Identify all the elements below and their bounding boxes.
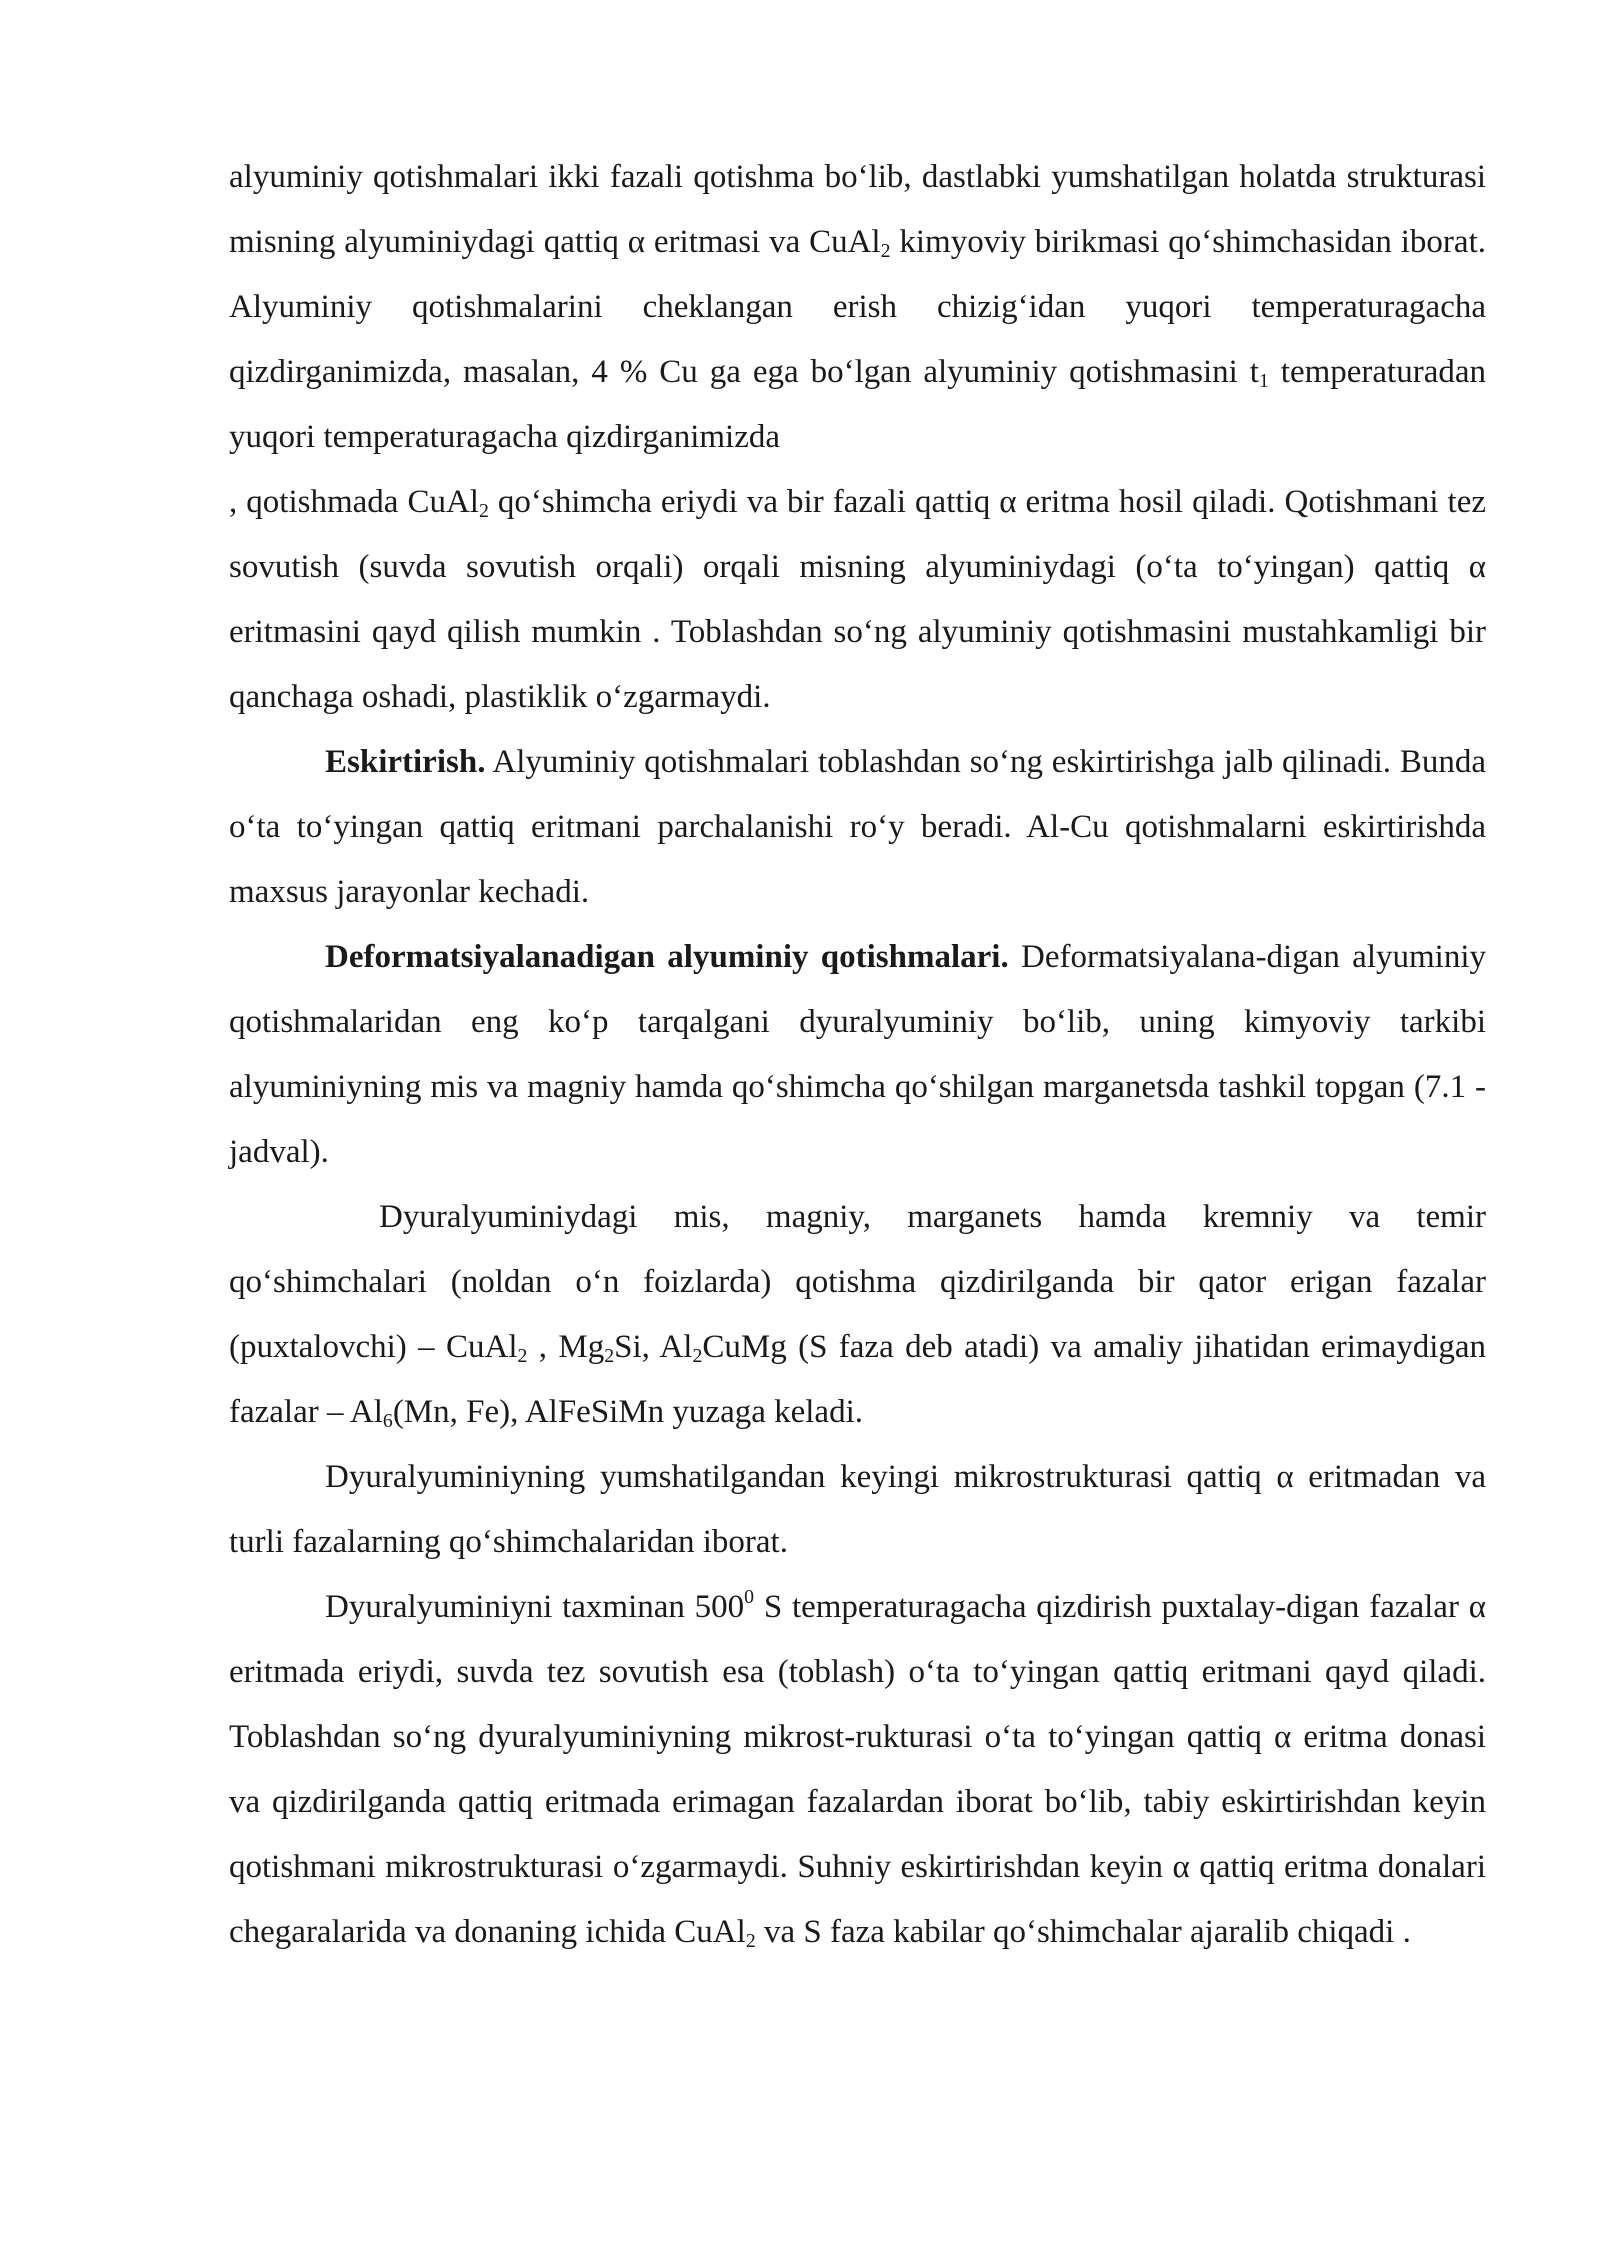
p1-text-c: temperaturadan yuqori temperaturagacha qizdirganimizda [229,354,1487,455]
p2-text-a: , qotishmada CuAl [229,484,479,520]
paragraph-2 [229,470,1486,730]
p1-text-b: kimyoviy birikmasi qo‘shimchasidan iborat. Alyuminiy qotishmalarini cheklangan erish chizig‘idan yuqori temperaturagacha qizdirganimizda, masalan, 4 % Cu ga ega bo‘lgan alyuminiy qotishmasini t [229,224,1486,390]
p4-text: Deformatsiyalana-digan alyuminiy qotishmalaridan eng ko‘p tarqalgani dyuralyuminiy bo‘lib, uning kimyoviy tarkibi alyuminiyning mis va magniy hamda qo‘shimcha qo‘shilgan marganetsda tashkil topgan (7.1 - jadval). [229,939,1486,1170]
p5-text-e: (Mn, Fe), AlFeSiMn yuzaga keladi. [392,1394,863,1430]
p6-text: Dyuralyuminiyning yumshatilgandan keyingi mikrostrukturasi qattiq α eritmadan va turli fazalarning qo‘shimchalaridan iborat. [229,1459,1486,1560]
paragraph-6 [229,1445,1486,1575]
p5-subscript-d: 6 [382,1409,393,1432]
p2-subscript-a: 2 [478,499,489,522]
p1-subscript-a: 2 [880,239,891,262]
paragraph-3 [229,730,1486,925]
p5-subscript-a: 2 [517,1344,528,1367]
p5-text-a: Dyuralyuminiydagi mis, magniy, marganets hamda kremniy va temir qo‘shimchalari (noldan o‘n foizlarda) qotishma qizdirilganda bir qator erigan fazalar (puxtalovchi) – CuAl [229,1199,1486,1365]
p3-heading: Eskirtirish. [325,744,486,780]
p5-text-c: Si, Al [614,1329,693,1365]
p3-text: Alyuminiy qotishmalari toblashdan so‘ng eskirtirishga jalb qilinadi. Bunda o‘ta to‘yingan qattiq eritmani parchalanishi ro‘y beradi. Al-Cu qotishmalarni eskirtirishda maxsus jarayonlar kechadi. [229,744,1486,910]
p7-text-c: va S faza kabilar qo‘shimchalar ajaralib chiqadi . [755,1914,1411,1950]
paragraph-5 [229,1185,1486,1445]
paragraph-1 [229,145,1486,470]
paragraph-7 [229,1575,1486,1965]
p4-heading: Deformatsiyalanadigan alyuminiy qotishmalari. [325,939,1009,975]
p2-text-b: qo‘shimcha eriydi va bir fazali qattiq α eritma hosil qiladi. Qotishmani tez sovutish (suvda sovutish orqali) orqali misning alyuminiydagi (o‘ta to‘yingan) qattiq α eritmasini qayd qilish mumkin . Toblashdan so‘ng alyuminiy qotishmasini mustahkamligi bir qanchaga oshadi, plastiklik o‘zgarmaydi. [229,484,1486,715]
p1-text-a: alyuminiy qotishmalari ikki fazali qotishma bo‘lib, dastlabki yumshatilgan holatda strukturasi misning alyuminiydagi qattiq α eritmasi va CuAl [229,159,1486,260]
p1-subscript-b: 1 [1258,369,1269,392]
paragraph-4 [229,925,1486,1185]
p7-superscript-a: 0 [744,1586,755,1609]
p5-text-d: CuMg (S faza deb atadi) va amaliy jihatidan erimaydigan fazalar – Al [229,1329,1487,1430]
p5-text-b: , Mg [527,1329,605,1365]
p5-subscript-c: 2 [692,1344,703,1367]
p7-text-b: S temperaturagacha qizdirish puxtalay-digan fazalar α eritmada eriydi, suvda tez sovutish esa (toblash) o‘ta to‘yingan qattiq eritmani qayd qiladi. Toblashdan so‘ng dyuralyuminiyning mikrost-rukturasi o‘ta to‘yingan qattiq α eritma donasi va qizdirilganda qattiq eritmada erimagan fazalardan iborat bo‘lib, tabiy eskirtirishdan keyin qotishmani mikrostrukturasi o‘zgarmaydi. Suhniy eskirtirishdan keyin α qattiq eritma donalari chegaralarida va donaning ichida CuAl [229,1589,1486,1950]
p5-subscript-b: 2 [604,1344,615,1367]
p7-subscript-b: 2 [745,1929,756,1952]
document-page [229,145,1486,1965]
p7-text-a: Dyuralyuminiyni taxminan 500 [325,1589,745,1625]
